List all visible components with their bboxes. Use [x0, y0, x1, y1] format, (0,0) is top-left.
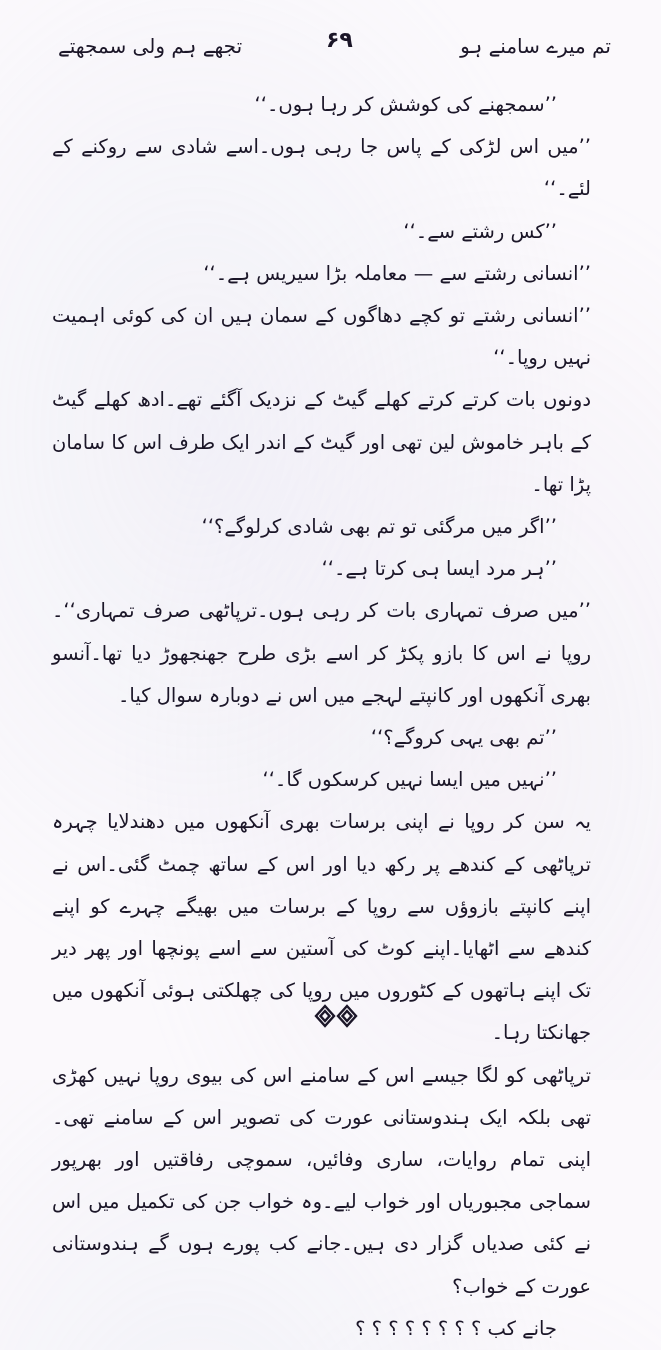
paragraph: ترپاٹھی کو لگا جیسے اس کے سامنے اس کی بیوی روپا نہیں کھڑی تھی بلکہ ایک ہندوستانی عورت کی تصویر اس کے سامنے تھی۔اپنی تمام روایات، ساری وفائیں، سموچی رفاقتیں اور بھرپور سماجی مجبوریاں اور خواب لیے۔وہ خواب جن کی تکمیل میں اس نے کئی صدیاں گزار دی ہیں۔جانے کب پورے ہوں گے ہندوستانی عورت کے خواب؟ — [52, 1063, 591, 1298]
story-text — [52, 84, 617, 1350]
paragraph: ’’میں صرف تمہاری بات کر رہی ہوں۔ترپاٹھی صرف تمہاری‘‘۔روپا نے اس کا بازو پکڑ کر اسے بڑی طرح جھنجھوڑ دیا تھا۔آنسو بھری آنکھوں اور کانپتے لہجے میں اس نے دوبارہ سوال کیا۔ — [52, 599, 591, 707]
paragraph: ’’انسانی رشتے تو کچے دھاگوں کے سمان ہیں ان کی کوئی اہمیت نہیں روپا۔‘‘ — [52, 304, 591, 370]
header-book-title: تجھے ہم ولی سمجھتے — [58, 34, 243, 58]
paragraph: ’’کس رشتے سے۔‘‘ — [403, 219, 557, 243]
paragraph: ’’میں اس لڑکی کے پاس جا رہی ہوں۔اسے شادی سے روکنے کے لئے۔‘‘ — [52, 135, 591, 201]
paragraph: ’’تم بھی یہی کروگے؟‘‘ — [370, 726, 557, 750]
paragraph: جانے کب ؟ ؟ ؟ ؟ ؟ ؟ ؟ ؟ — [355, 1316, 557, 1340]
header-story-title: تم میرے سامنے ہو — [460, 34, 611, 58]
page-number: ۶۹ — [326, 28, 353, 53]
paragraph: ’’نہیں میں ایسا نہیں کرسکوں گا۔‘‘ — [262, 768, 557, 792]
paragraph: دونوں بات کرتے کرتے کھلے گیٹ کے نزدیک آگئے تھے۔ادھ کھلے گیٹ کے باہر خاموش لین تھی اور گیٹ کے اندر ایک طرف اس کا سامان پڑا تھا۔ — [52, 388, 591, 496]
paragraph: ’’انسانی رشتے سے — معاملہ بڑا سیریس ہے۔‘‘ — [203, 261, 591, 285]
paragraph: ’’ہر مرد ایسا ہی کرتا ہے۔‘‘ — [321, 557, 557, 581]
double-diamond-icon — [314, 1004, 358, 1028]
running-header — [58, 28, 611, 68]
paragraph: ’’سمجھنے کی کوشش کر رہا ہوں۔‘‘ — [254, 93, 557, 116]
paragraph: یہ سن کر روپا نے اپنی برسات بھری آنکھوں میں دھندلایا چہرہ ترپاٹھی کے کندھے پر رکھ دیا اور اس کے ساتھ چمٹ گئی۔اس نے اپنے کانپتے بازوؤں سے روپا کے برسات میں بھیگے چہرے کو اپنے کندھے سے اٹھایا۔اپنے کوٹ کی آستین سے اسے پونچھا اور پھر دیر تک اپنے ہاتھوں کے کٹوروں میں روپا کی چھلکتی ہوئی آنکھوں میں جھانکتا رہا۔ — [52, 810, 591, 1045]
paragraph: ’’اگر میں مرگئی تو تم بھی شادی کرلوگے؟‘‘ — [201, 515, 557, 539]
